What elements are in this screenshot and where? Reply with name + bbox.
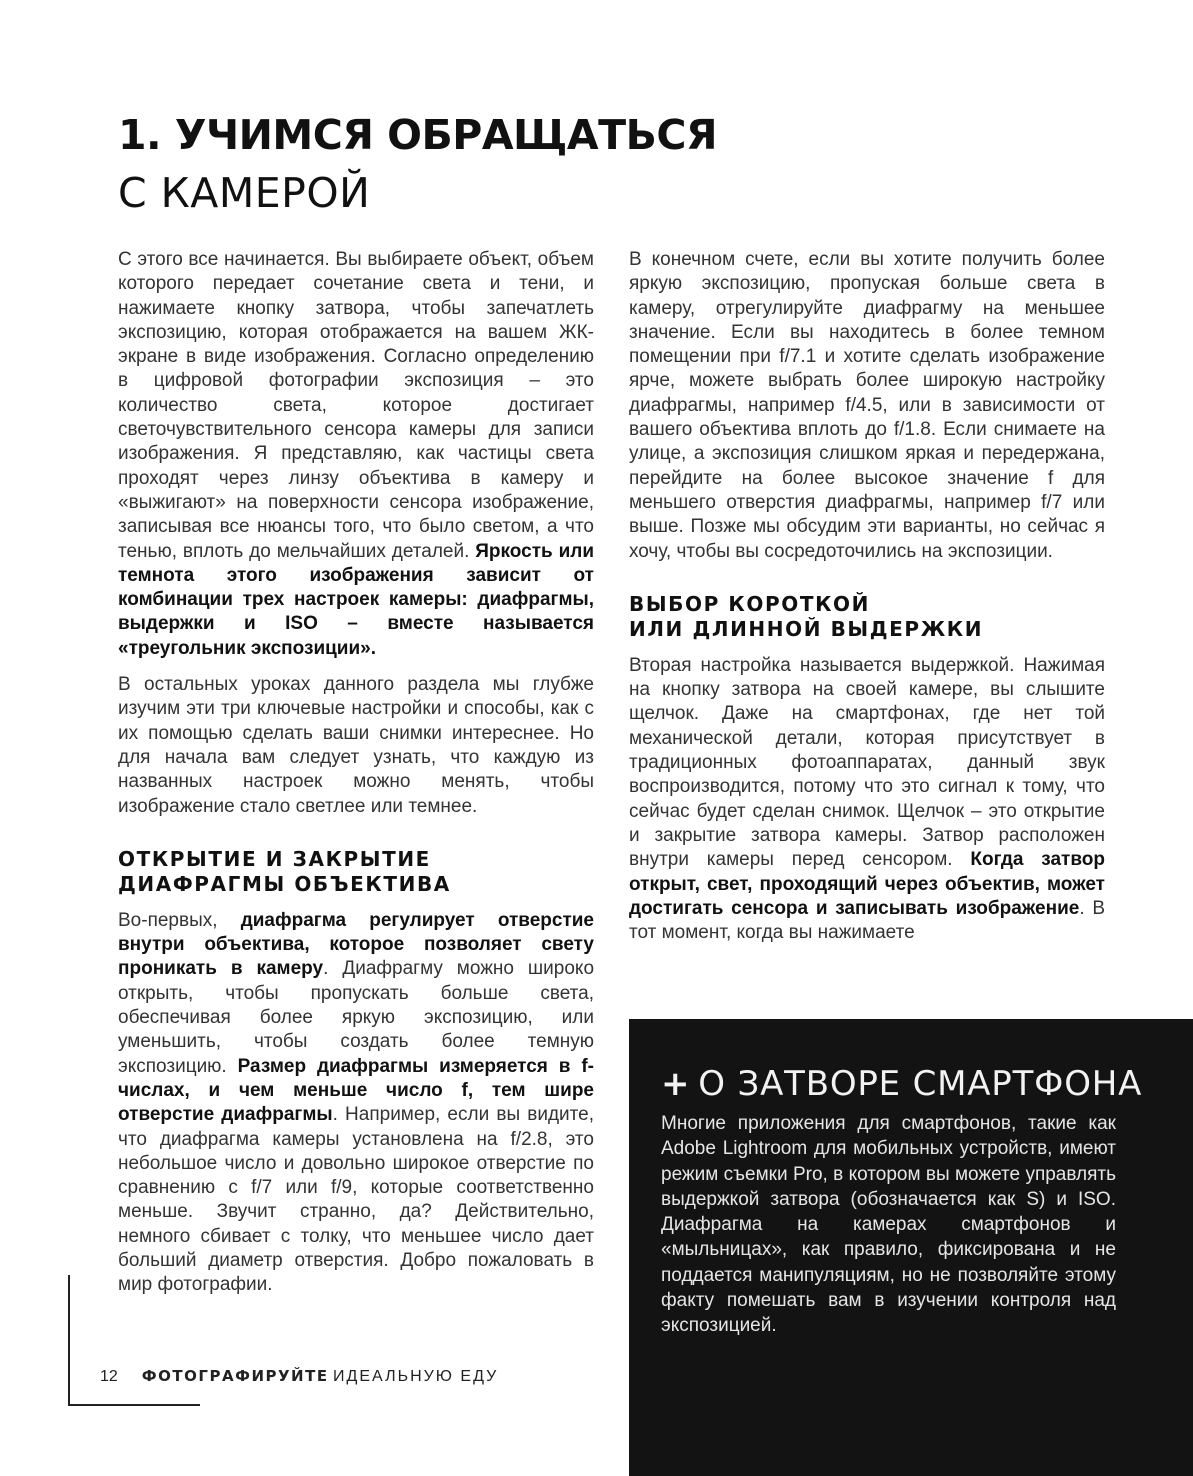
page-rule-vertical: [68, 1275, 70, 1406]
aperture-text-1: . Диафрагму можно широко открыть, чтобы пропускать больше света, обеспечивая более яркую экспозицию, или уменьшить, чтобы создать более темную экспозицию.: [118, 958, 595, 1077]
shutter-subheading: [629, 592, 1105, 642]
plus-icon: +: [661, 1064, 691, 1104]
sidebar-title: [661, 1063, 1142, 1105]
title-line-1: 1. УЧИМСЯ ОБРАЩАТЬСЯ: [118, 111, 718, 159]
intro-paragraph: [118, 248, 594, 661]
right-column: [629, 248, 1105, 945]
sidebar-body: Многие приложения для смартфонов, такие как Adobe Lightroom для мобильных устройств, имеют режим съемки Pro, в котором вы можете управлять выдержкой затвора (обозначается как S) и ISO. Диафрагма на камерах смартфонов и «мыльницах», как правило, фиксирована и не поддается манипуляциям, но не позволяйте этому факту помешать вам в изучении контроля над экспозицией.: [661, 1113, 1116, 1337]
shutter-text-1: Вторая настройка называется выдержкой. Нажимая на кнопку затвора на своей камере, вы слышите щелчок. Даже на смартфонах, где нет той механической детали, которая присутствует в традиционных фотоаппаратах, данный звук воспроизводится, потому что это сигнал к тому, что сейчас будет сделан снимок. Щелчок – это открытие и закрытие затвора камеры. Затвор расположен внутри камеры перед сенсором.: [629, 654, 1105, 871]
intro-bold-text: Яркость или темнота этого изображения зависит от комбинации трех настроек камеры: диафрагмы, выдержки и ISO – вместе называется «треугольник экспозиции».: [118, 540, 595, 659]
aperture-paragraph: [118, 909, 594, 1298]
page-number: 12: [100, 1368, 118, 1385]
footer-book-title-regular: ИДЕАЛЬНУЮ ЕДУ: [333, 1368, 499, 1385]
aperture-lead: Во-первых,: [118, 909, 241, 931]
aperture-text-2: . Например, если вы видите, что диафрагма камеры установлена на f/2.8, это небольшое число и довольно широкое отверстие по сравнению с f/7 или f/9, которые соответственно меньше. Звучит странно, да? Действительно, немного сбивает с толку, что меньшее число дает больший диаметр отверстия. Добро пожаловать в мир фотографии.: [118, 1104, 594, 1296]
title-line-2: С КАМЕРОЙ: [118, 169, 371, 217]
aperture-subheading-line-1: ОТКРЫТИЕ И ЗАКРЫТИЕ: [118, 846, 431, 871]
page-footer: [100, 1366, 498, 1387]
settings-paragraph: В остальных уроках данного раздела мы глубже изучим эти три ключевые настройки и способы, как с их помощью сделать ваши снимки интереснее. Но для начала вам следует узнать, что каждую из названных настроек можно менять, чтобы изображение стало светлее или темнее.: [118, 674, 594, 817]
shutter-text-2: . В тот момент, когда вы нажимаете: [629, 897, 1105, 944]
page-rule-horizontal: [68, 1404, 200, 1406]
shutter-paragraph: [629, 654, 1105, 946]
aperture-subheading-line-2: ДИАФРАГМЫ ОБЪЕКТИВА: [118, 871, 451, 896]
exposure-paragraph: В конечном счете, если вы хотите получить более яркую экспозицию, пропуская больше света в камеру, отрегулируйте диафрагму на меньшее значение. Если вы находитесь в более темном помещении при f/7.1 и хотите сделать изображение ярче, можете выбрать более широкую настройку диафрагмы, например f/4.5, или в зависимости от вашего объектива вплоть до f/1.8. Если снимаете на улице, а экспозиция слишком яркая и передержана, перейдите на более высокое значение f для меньшего отверстия диафрагмы, например f/7 или выше. Позже мы обсудим эти варианты, но сейчас я хочу, чтобы вы сосредоточились на экспозиции.: [629, 249, 1105, 562]
aperture-bold-2: Размер диафрагмы измеряется в f-числах, и чем меньше число f, тем шире отверстие диафрагмы: [118, 1055, 594, 1126]
page-title: [118, 106, 717, 222]
intro-text: С этого все начинается. Вы выбираете объект, объем которого передает сочетание света и тени, и нажимаете кнопку затвора, чтобы запечатлеть экспозицию, которая отображается на вашем ЖК-экране в виде изображения. Согласно определению в цифровой фотографии экспозиция – это количество света, которое достигает светочувствительного сенсора камеры для записи изображения. Я представляю, как частицы света проходят через линзу объектива в камеру и «выжигают» на поверхности сенсора изображение, записывая все нюансы того, что было светом, а что тенью, вплоть до мельчайших деталей.: [118, 249, 594, 562]
sidebar-title-text: О ЗАТВОРЕ СМАРТФОНА: [698, 1064, 1143, 1104]
sidebar-box: [629, 1019, 1193, 1476]
aperture-subheading: [118, 847, 594, 897]
aperture-bold-1: диафрагма регулирует отверстие внутри объектива, которое позволяет свету проникать в камеру: [118, 909, 595, 980]
shutter-subheading-line-1: ВЫБОР КОРОТКОЙ: [629, 591, 870, 616]
footer-book-title-bold: ФОТОГРАФИРУЙТЕ: [141, 1367, 329, 1385]
shutter-bold: Когда затвор открыт, свет, проходящий через объектив, может достигать сенсора и записывать изображение: [629, 849, 1105, 919]
shutter-subheading-line-2: ИЛИ ДЛИННОЙ ВЫДЕРЖКИ: [629, 616, 984, 641]
left-column: [118, 248, 594, 1298]
